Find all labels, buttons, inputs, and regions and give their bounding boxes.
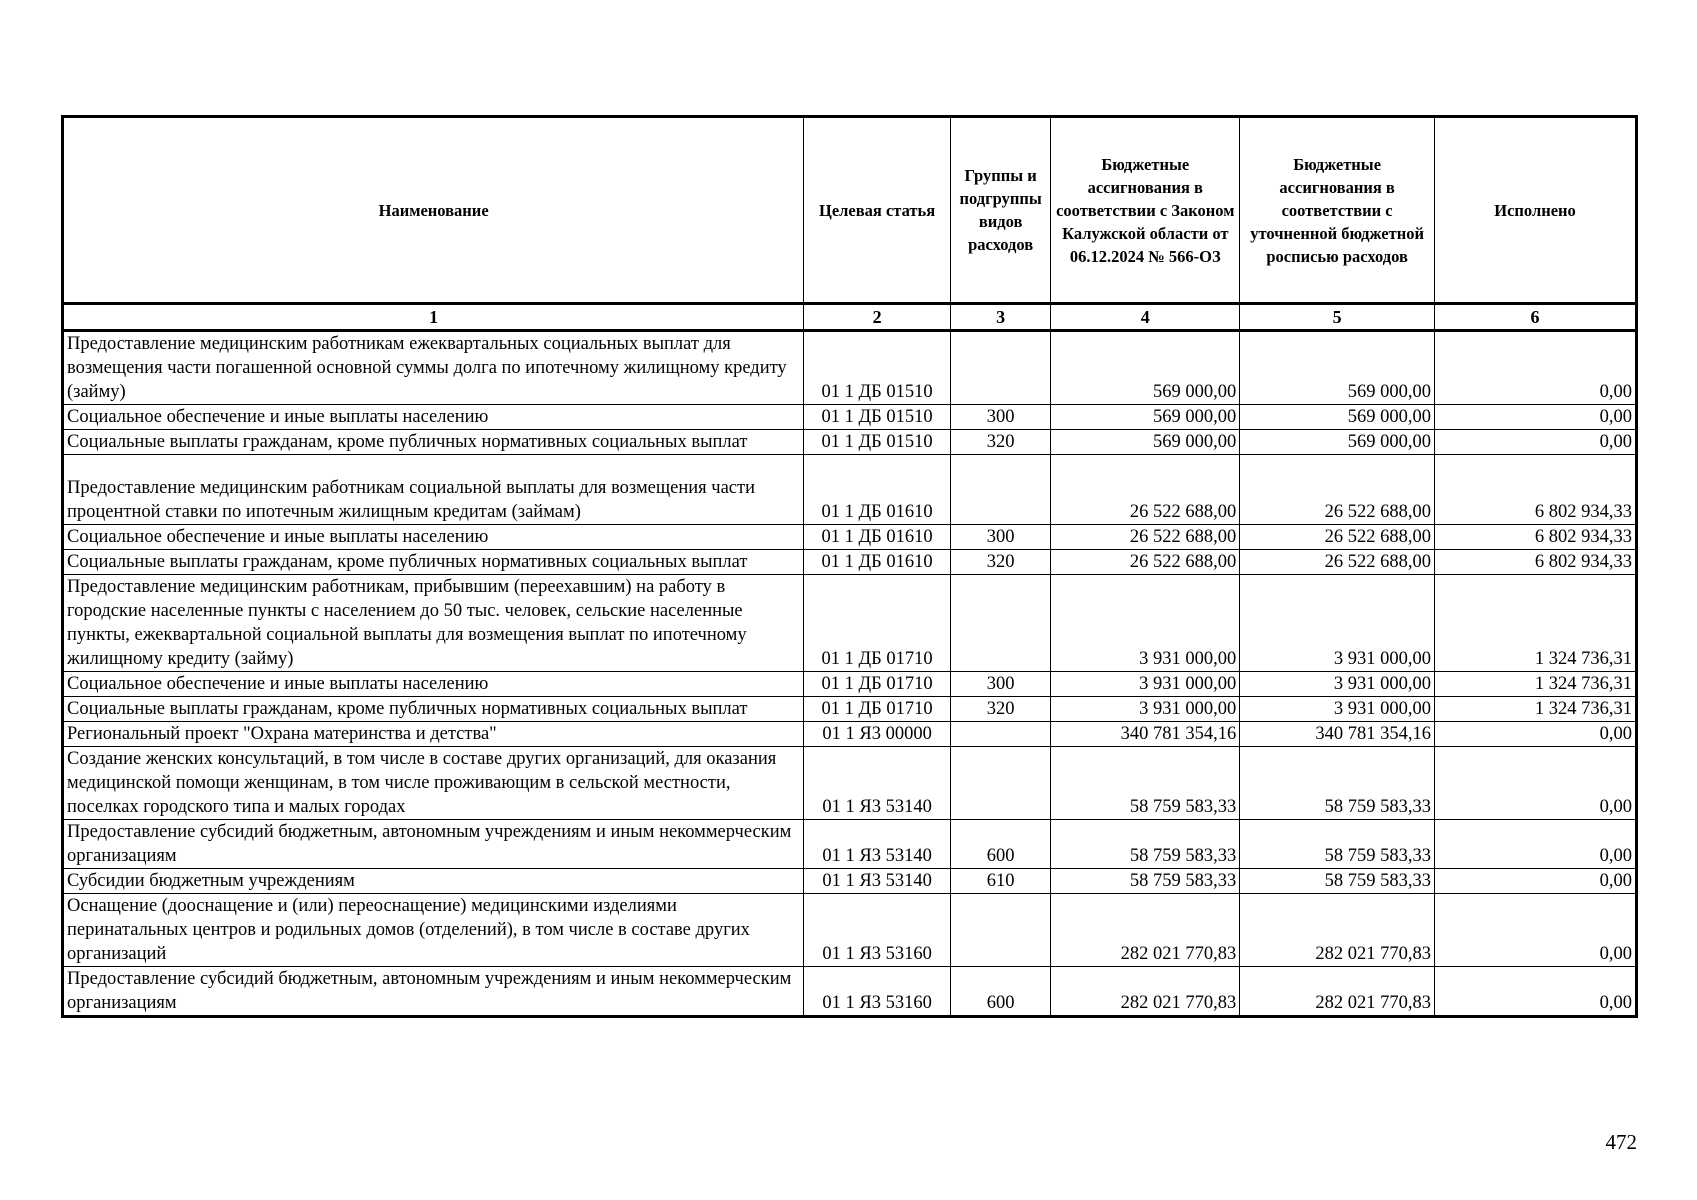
row-refined-amount-cell: 26 522 688,00	[1240, 550, 1435, 575]
row-law-amount-cell: 3 931 000,00	[1051, 575, 1240, 672]
row-expense-group-cell: 300	[950, 672, 1050, 697]
row-name-cell: Предоставление медицинским работникам социальной выплаты для возмещения части процентной ставки по ипотечным жилищным кредитам (займам)	[63, 455, 804, 525]
table-row	[63, 331, 1637, 405]
row-expense-group-cell: 600	[950, 820, 1050, 869]
column-number: 5	[1240, 304, 1435, 331]
row-law-amount-cell: 58 759 583,33	[1051, 869, 1240, 894]
row-target-article-cell: 01 1 Я3 53160	[804, 967, 951, 1017]
row-law-amount-cell: 3 931 000,00	[1051, 697, 1240, 722]
row-target-article-cell: 01 1 ДБ 01510	[804, 430, 951, 455]
row-law-amount-cell: 26 522 688,00	[1051, 455, 1240, 525]
row-expense-group-cell: 300	[950, 405, 1050, 430]
row-name-cell: Социальное обеспечение и иные выплаты населению	[63, 525, 804, 550]
row-name-cell: Создание женских консультаций, в том числе в составе других организаций, для оказания медицинской помощи женщинам, в том числе проживающим в сельской местности, поселках городского типа и малых городах	[63, 747, 804, 820]
row-expense-group-cell	[950, 575, 1050, 672]
row-refined-amount-cell: 26 522 688,00	[1240, 455, 1435, 525]
row-refined-amount-cell: 282 021 770,83	[1240, 894, 1435, 967]
table-row	[63, 525, 1637, 550]
row-law-amount-cell: 26 522 688,00	[1051, 550, 1240, 575]
table-row	[63, 575, 1637, 672]
table-row	[63, 550, 1637, 575]
row-law-amount-cell: 58 759 583,33	[1051, 820, 1240, 869]
row-name-cell: Предоставление субсидий бюджетным, автономным учреждениям и иным некоммерческим организациям	[63, 820, 804, 869]
row-law-amount-cell: 569 000,00	[1051, 430, 1240, 455]
row-expense-group-cell	[950, 894, 1050, 967]
table-row	[63, 697, 1637, 722]
row-refined-amount-cell: 282 021 770,83	[1240, 967, 1435, 1017]
column-number: 2	[804, 304, 951, 331]
row-name-cell: Социальное обеспечение и иные выплаты населению	[63, 405, 804, 430]
column-number: 3	[950, 304, 1050, 331]
header-refined-appropriations: Бюджетные ассигнования в соответствии с уточненной бюджетной росписью расходов	[1240, 117, 1435, 304]
header-target-article: Целевая статья	[804, 117, 951, 304]
row-target-article-cell: 01 1 ДБ 01510	[804, 331, 951, 405]
row-expense-group-cell: 600	[950, 967, 1050, 1017]
row-executed-amount-cell: 0,00	[1435, 967, 1637, 1017]
row-refined-amount-cell: 340 781 354,16	[1240, 722, 1435, 747]
budget-table	[61, 115, 1638, 1018]
row-name-cell: Предоставление медицинским работникам ежеквартальных социальных выплат для возмещения части погашенной основной суммы долга по ипотечному жилищному кредиту (займу)	[63, 331, 804, 405]
row-name-cell: Социальные выплаты гражданам, кроме публичных нормативных социальных выплат	[63, 430, 804, 455]
row-name-cell: Предоставление субсидий бюджетным, автономным учреждениям и иным некоммерческим организациям	[63, 967, 804, 1017]
column-number: 6	[1435, 304, 1637, 331]
row-law-amount-cell: 58 759 583,33	[1051, 747, 1240, 820]
row-expense-group-cell: 320	[950, 550, 1050, 575]
row-law-amount-cell: 282 021 770,83	[1051, 894, 1240, 967]
table-row	[63, 455, 1637, 525]
row-law-amount-cell: 26 522 688,00	[1051, 525, 1240, 550]
header-expense-groups: Группы и подгруппы видов расходов	[950, 117, 1050, 304]
table-header-row	[63, 117, 1637, 304]
row-executed-amount-cell: 6 802 934,33	[1435, 525, 1637, 550]
table-row	[63, 430, 1637, 455]
column-number: 1	[63, 304, 804, 331]
row-executed-amount-cell: 6 802 934,33	[1435, 455, 1637, 525]
row-target-article-cell: 01 1 ДБ 01710	[804, 575, 951, 672]
row-name-cell: Социальные выплаты гражданам, кроме публичных нормативных социальных выплат	[63, 697, 804, 722]
row-law-amount-cell: 569 000,00	[1051, 405, 1240, 430]
table-body	[63, 331, 1637, 1017]
row-law-amount-cell: 282 021 770,83	[1051, 967, 1240, 1017]
row-expense-group-cell	[950, 747, 1050, 820]
header-name: Наименование	[63, 117, 804, 304]
table-row	[63, 894, 1637, 967]
row-expense-group-cell: 610	[950, 869, 1050, 894]
row-expense-group-cell: 320	[950, 430, 1050, 455]
row-target-article-cell: 01 1 ДБ 01610	[804, 550, 951, 575]
table-row	[63, 869, 1637, 894]
row-target-article-cell: 01 1 ДБ 01710	[804, 697, 951, 722]
row-executed-amount-cell: 0,00	[1435, 430, 1637, 455]
row-name-cell: Субсидии бюджетным учреждениям	[63, 869, 804, 894]
row-law-amount-cell: 3 931 000,00	[1051, 672, 1240, 697]
table-row	[63, 967, 1637, 1017]
row-refined-amount-cell: 569 000,00	[1240, 331, 1435, 405]
row-executed-amount-cell: 0,00	[1435, 894, 1637, 967]
row-name-cell: Социальные выплаты гражданам, кроме публичных нормативных социальных выплат	[63, 550, 804, 575]
row-refined-amount-cell: 569 000,00	[1240, 430, 1435, 455]
column-number-row	[63, 304, 1637, 331]
row-refined-amount-cell: 26 522 688,00	[1240, 525, 1435, 550]
table-row	[63, 722, 1637, 747]
row-target-article-cell: 01 1 Я3 53140	[804, 869, 951, 894]
table-row	[63, 672, 1637, 697]
page-number: 472	[1605, 1130, 1637, 1154]
row-executed-amount-cell: 6 802 934,33	[1435, 550, 1637, 575]
row-name-cell: Предоставление медицинским работникам, прибывшим (переехавшим) на работу в городские населенные пункты с населением до 50 тыс. человек, сельские населенные пункты, ежеквартальной социальной выплаты для возмещения выплат по ипотечному жилищному кредиту (займу)	[63, 575, 804, 672]
table-row	[63, 820, 1637, 869]
row-executed-amount-cell: 0,00	[1435, 331, 1637, 405]
row-target-article-cell: 01 1 ДБ 01610	[804, 455, 951, 525]
row-target-article-cell: 01 1 Я3 53160	[804, 894, 951, 967]
row-target-article-cell: 01 1 ДБ 01610	[804, 525, 951, 550]
table-row	[63, 747, 1637, 820]
row-expense-group-cell	[950, 331, 1050, 405]
row-executed-amount-cell: 0,00	[1435, 869, 1637, 894]
row-refined-amount-cell: 58 759 583,33	[1240, 747, 1435, 820]
row-executed-amount-cell: 0,00	[1435, 747, 1637, 820]
row-executed-amount-cell: 1 324 736,31	[1435, 672, 1637, 697]
row-target-article-cell: 01 1 Я3 53140	[804, 747, 951, 820]
row-refined-amount-cell: 3 931 000,00	[1240, 672, 1435, 697]
header-law-appropriations: Бюджетные ассигнования в соответствии с Законом Калужской области от 06.12.2024 № 566-ОЗ	[1051, 117, 1240, 304]
row-executed-amount-cell: 1 324 736,31	[1435, 697, 1637, 722]
row-name-cell: Региональный проект "Охрана материнства и детства"	[63, 722, 804, 747]
row-refined-amount-cell: 58 759 583,33	[1240, 820, 1435, 869]
header-executed: Исполнено	[1435, 117, 1637, 304]
row-refined-amount-cell: 58 759 583,33	[1240, 869, 1435, 894]
row-name-cell: Социальное обеспечение и иные выплаты населению	[63, 672, 804, 697]
column-number: 4	[1051, 304, 1240, 331]
row-name-cell: Оснащение (дооснащение и (или) переоснащение) медицинскими изделиями перинатальных центров и родильных домов (отделений), в том числе в составе других организаций	[63, 894, 804, 967]
row-target-article-cell: 01 1 ДБ 01710	[804, 672, 951, 697]
row-target-article-cell: 01 1 ДБ 01510	[804, 405, 951, 430]
row-executed-amount-cell: 0,00	[1435, 722, 1637, 747]
row-refined-amount-cell: 569 000,00	[1240, 405, 1435, 430]
row-executed-amount-cell: 0,00	[1435, 405, 1637, 430]
row-target-article-cell: 01 1 Я3 53140	[804, 820, 951, 869]
row-refined-amount-cell: 3 931 000,00	[1240, 575, 1435, 672]
row-refined-amount-cell: 3 931 000,00	[1240, 697, 1435, 722]
row-expense-group-cell	[950, 455, 1050, 525]
row-expense-group-cell	[950, 722, 1050, 747]
row-executed-amount-cell: 1 324 736,31	[1435, 575, 1637, 672]
table-row	[63, 405, 1637, 430]
row-law-amount-cell: 569 000,00	[1051, 331, 1240, 405]
row-law-amount-cell: 340 781 354,16	[1051, 722, 1240, 747]
row-executed-amount-cell: 0,00	[1435, 820, 1637, 869]
row-target-article-cell: 01 1 Я3 00000	[804, 722, 951, 747]
row-expense-group-cell: 300	[950, 525, 1050, 550]
row-expense-group-cell: 320	[950, 697, 1050, 722]
